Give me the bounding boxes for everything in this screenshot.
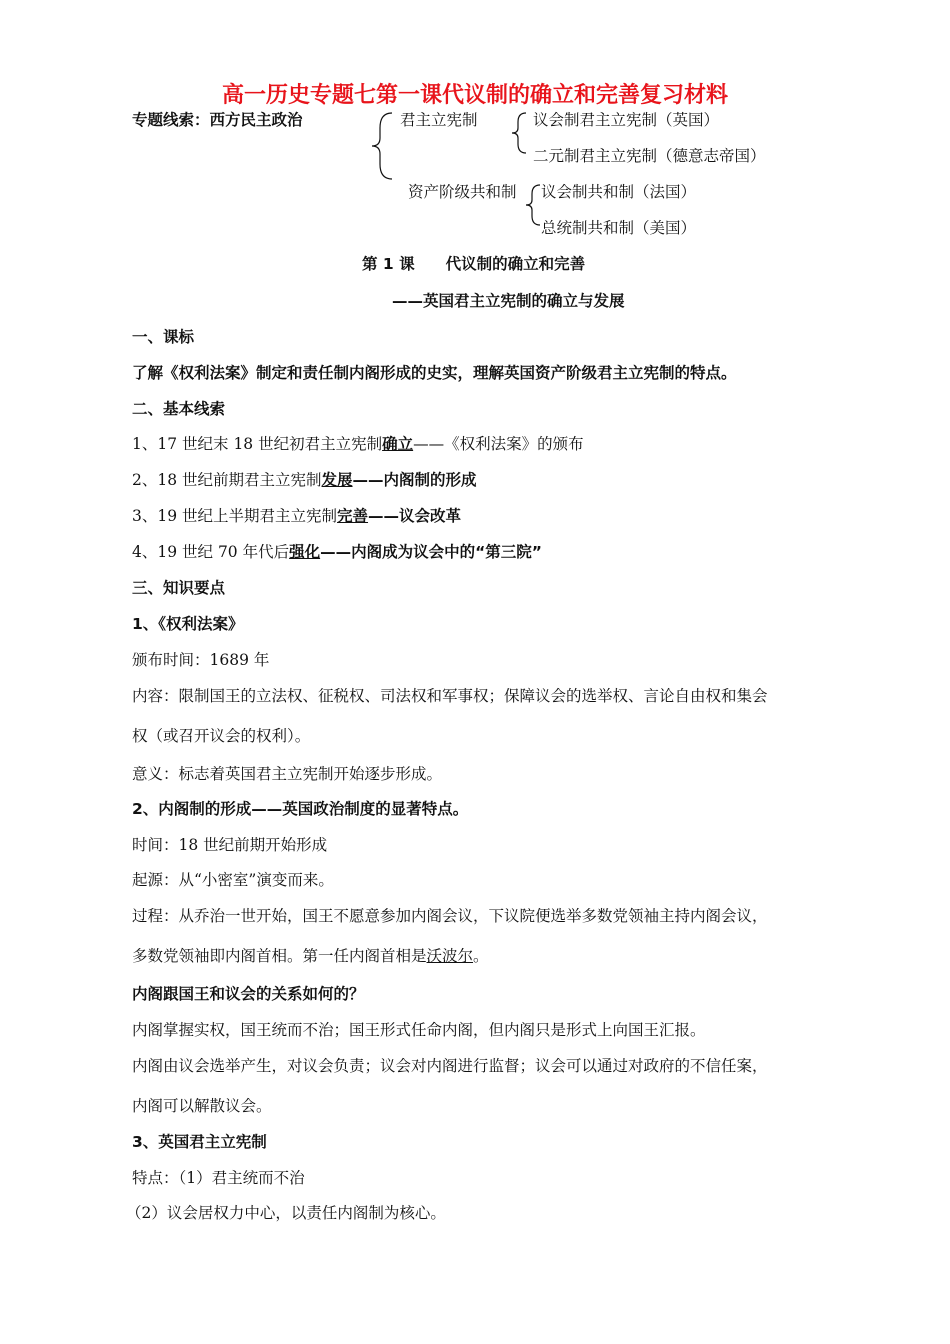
relationship-question: 内阁跟国王和议会的关系如何的？ bbox=[132, 985, 365, 1003]
bill-of-rights-content: 内容：限制国王的立法权、征税权、司法权和军事权；保障议会的选举权、言论自由权和集会 bbox=[132, 687, 768, 705]
first-prime-minister: 沃波尔 bbox=[426, 947, 474, 965]
branch-constitutional-monarchy: 君主立宪制 bbox=[400, 111, 478, 129]
brace-monarchy bbox=[508, 110, 530, 156]
cabinet-process-cont: 多数党领袖即内阁首相。第一任内阁首相是沃波尔。 bbox=[132, 947, 489, 965]
section-3-heading: 三、知识要点 bbox=[132, 579, 226, 597]
item-parliamentary-republic: 议会制共和制（法国） bbox=[541, 183, 697, 201]
feature-2: （2）议会居权力中心，以责任内阁制为核心。 bbox=[126, 1204, 446, 1222]
clue-item-3: 3、19 世纪上半期君主立宪制完善——议会改革 bbox=[132, 507, 462, 525]
clue-item-2: 2、18 世纪前期君主立宪制发展——内阁制的形成 bbox=[132, 471, 477, 489]
clue-item-4: 4、19 世纪 70 年代后强化——内阁成为议会中的“第三院” bbox=[132, 543, 542, 561]
bill-of-rights-meaning: 意义：标志着英国君主立宪制开始逐步形成。 bbox=[132, 765, 443, 783]
relationship-answer-2-cont: 内阁可以解散议会。 bbox=[132, 1097, 272, 1115]
section-1-heading: 一、课标 bbox=[132, 328, 195, 346]
cabinet-origin: 起源：从“小密室”演变而来。 bbox=[132, 871, 334, 889]
document-title: 高一历史专题七第一课代议制的确立和完善复习材料 bbox=[221, 83, 728, 108]
cabinet-process: 过程：从乔治一世开始，国王不愿意参加内阁会议，下议院便选举多数党领袖主持内阁会议， bbox=[132, 907, 768, 925]
cabinet-time: 时间：18 世纪前期开始形成 bbox=[132, 836, 328, 854]
item-dual-monarchy: 二元制君主立宪制（德意志帝国） bbox=[533, 147, 766, 165]
section-2-heading: 二、基本线索 bbox=[132, 400, 226, 418]
item-parliamentary-monarchy: 议会制君主立宪制（英国） bbox=[533, 111, 720, 129]
feature-1: 特点：（1）君主统而不治 bbox=[132, 1169, 305, 1187]
relationship-answer-2: 内阁由议会选举产生，对议会负责；议会对内阁进行监督；议会可以通过对政府的不信任案， bbox=[132, 1057, 768, 1075]
bill-of-rights-content-cont: 权（或召开议会的权利）。 bbox=[132, 727, 311, 745]
curriculum-standard-text: 了解《权利法案》制定和责任制内阁形成的史实，理解英国资产阶级君主立宪制的特点。 bbox=[132, 364, 737, 382]
lesson-heading: 第 1 课 代议制的确立和完善 bbox=[362, 255, 586, 273]
lesson-subheading: ——英国君主立宪制的确立与发展 bbox=[392, 292, 625, 310]
point-3-heading: 3、英国君主立宪制 bbox=[132, 1133, 267, 1151]
clue-item-1: 1、17 世纪末 18 世纪初君主立宪制确立——《权利法案》的颁布 bbox=[132, 435, 584, 453]
point-2-heading: 2、内阁制的形成——英国政治制度的显著特点。 bbox=[132, 800, 469, 818]
topic-clue-label: 专题线索：西方民主政治 bbox=[132, 111, 303, 129]
branch-bourgeois-republic: 资产阶级共和制 bbox=[408, 183, 517, 201]
relationship-answer-1: 内阁掌握实权，国王统而不治；国王形式任命内阁，但内阁只是形式上向国王汇报。 bbox=[132, 1021, 706, 1039]
item-presidential-republic: 总统制共和制（美国） bbox=[541, 219, 697, 237]
main-brace bbox=[368, 110, 398, 182]
bill-of-rights-time: 颁布时间：1689 年 bbox=[132, 651, 270, 669]
point-1-heading: 1、《权利法案》 bbox=[132, 615, 244, 633]
